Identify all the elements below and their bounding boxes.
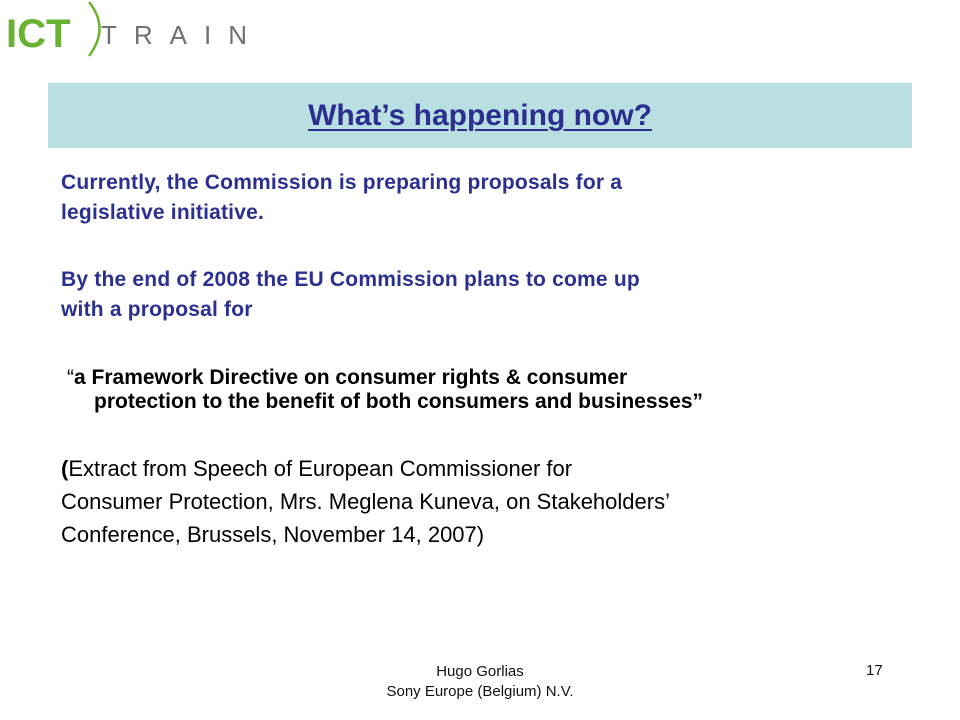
extract-line-1: Extract from Speech of European Commissioner for <box>68 456 573 481</box>
quote-line-2: protection to the benefit of both consumers and businesses” <box>94 390 704 413</box>
paragraph-line: Currently, the Commission is preparing proposals for a <box>61 171 623 194</box>
paragraph-line: legislative initiative. <box>61 201 265 224</box>
paragraph-line: with a proposal for <box>61 298 253 321</box>
logo-ict-text: ICT <box>6 12 71 56</box>
directive-quote <box>67 366 907 414</box>
speech-extract <box>61 452 921 551</box>
extract-open-paren: ( <box>61 456 69 481</box>
quote-line-1: a Framework Directive on consumer rights & consumer <box>74 366 628 389</box>
paragraph-end-of-2008 <box>61 265 640 325</box>
extract-line-3: Conference, Brussels, November 14, 2007) <box>61 522 485 547</box>
ict-train-logo <box>0 0 264 60</box>
extract-line-2: Consumer Protection, Mrs. Meglena Kuneva, on Stakeholders’ <box>61 489 670 514</box>
footer-author <box>300 662 660 702</box>
logo-arc-icon <box>89 2 100 56</box>
paragraph-line: By the end of 2008 the EU Commission plans to come up <box>61 268 640 291</box>
logo-train-text: TRAIN <box>101 20 264 50</box>
title-band <box>48 83 912 148</box>
footer-company: Sony Europe (Belgium) N.V. <box>386 683 574 700</box>
slide-title: What’s happening now? <box>308 99 652 132</box>
paragraph-commission-preparing <box>61 168 622 228</box>
footer-author-name: Hugo Gorlias <box>436 663 524 680</box>
page-number: 17 <box>866 662 883 679</box>
quote-open-mark: “ <box>67 366 74 389</box>
